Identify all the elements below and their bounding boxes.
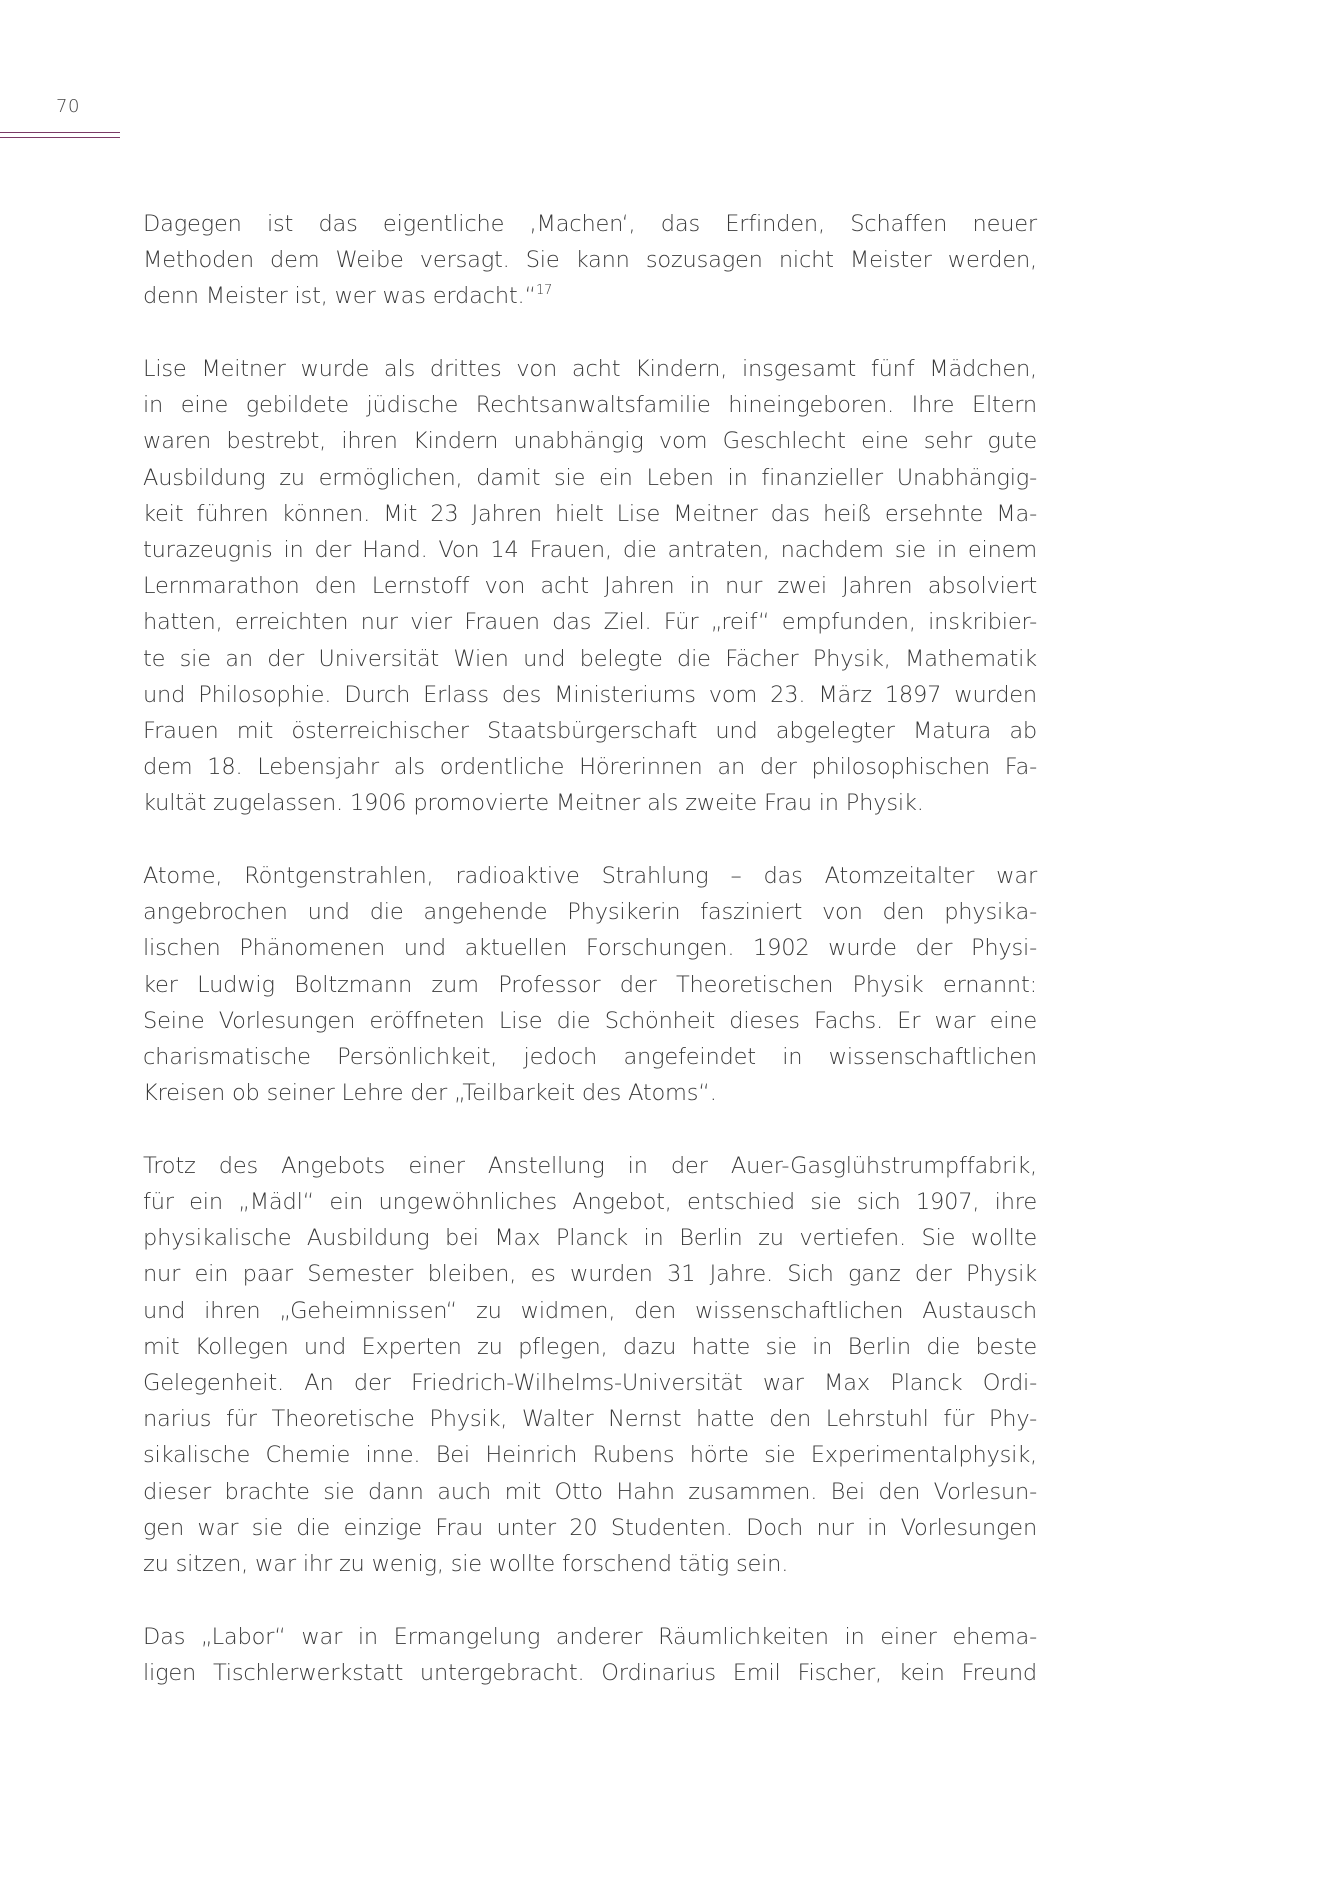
text-line: angebrochen und die angehende Physikerin fasziniert von den physika- <box>143 899 1037 926</box>
text-line: dem 18. Lebensjahr als ordentliche Hörerinnen an der philosophischen Fa- <box>143 754 1037 781</box>
text-line: waren bestrebt, ihren Kindern unabhängig vom Geschlecht eine sehr gute <box>143 428 1037 455</box>
text-line: lischen Phänomenen und aktuellen Forschungen. 1902 wurde der Physi- <box>143 935 1037 962</box>
text-line: keit führen können. Mit 23 Jahren hielt Lise Meitner das heiß ersehnte Ma- <box>143 500 1037 527</box>
text-line-with-footnote <box>143 278 1037 314</box>
text-line: und ihren „Geheimnissen“ zu widmen, den wissenschaftlichen Austausch <box>143 1297 1037 1324</box>
text-line: dieser brachte sie dann auch mit Otto Hahn zusammen. Bei den Vorlesun- <box>143 1478 1037 1505</box>
text-line: denn Meister ist, wer was erdacht.“ <box>143 283 536 310</box>
text-line: charismatische Persönlichkeit, jedoch angefeindet in wissenschaftlichen <box>143 1043 1037 1070</box>
text-line: Frauen mit österreichischer Staatsbürgerschaft und abgelegter Matura ab <box>143 717 1037 744</box>
footnote-marker: 17 <box>535 283 553 299</box>
header-rule-top <box>0 132 120 133</box>
paragraph-atomic-age <box>143 858 1037 1111</box>
text-line: gen war sie die einzige Frau unter 20 Studenten. Doch nur in Vorlesungen <box>143 1514 1037 1541</box>
text-line: Lise Meitner wurde als drittes von acht Kindern, insgesamt fünf Mädchen, <box>143 356 1037 383</box>
text-line: Ausbildung zu ermöglichen, damit sie ein Leben in finanzieller Unabhängig- <box>143 464 1037 491</box>
text-line: Kreisen ob seiner Lehre der „Teilbarkeit des Atoms“. <box>143 1080 717 1107</box>
text-line: te sie an der Universität Wien und belegte die Fächer Physik, Mathematik <box>143 645 1037 672</box>
text-line: in eine gebildete jüdische Rechtsanwaltsfamilie hineingeboren. Ihre Eltern <box>143 392 1037 419</box>
text-line: Das „Labor“ war in Ermangelung anderer Räumlichkeiten in einer ehema- <box>143 1623 1037 1650</box>
paragraph-laboratory <box>143 1619 1037 1691</box>
text-line: für ein „Mädl“ ein ungewöhnliches Angebot, entschied sie sich 1907, ihre <box>143 1189 1037 1215</box>
paragraph-childhood <box>143 351 1037 821</box>
text-line: Lernmarathon den Lernstoff von acht Jahren in nur zwei Jahren absolviert <box>143 573 1037 600</box>
text-line: zu sitzen, war ihr zu wenig, sie wollte forschend tätig sein. <box>143 1550 789 1577</box>
text-line: hatten, erreichten nur vier Frauen das Ziel. Für „reif“ empfunden, inskribier- <box>143 609 1037 636</box>
text-line: nur ein paar Semester bleiben, es wurden 31 Jahre. Sich ganz der Physik <box>143 1261 1037 1288</box>
text-line: turazeugnis in der Hand. Von 14 Frauen, die antraten, nachdem sie in einem <box>143 537 1037 563</box>
text-line: Trotz des Angebots einer Anstellung in der Auer-Gasglühstrumpffabrik, <box>143 1152 1037 1179</box>
text-line: mit Kollegen und Experten zu pflegen, dazu hatte sie in Berlin die beste <box>143 1333 1037 1360</box>
text-line: Seine Vorlesungen eröffneten Lise die Schönheit dieses Fachs. Er war eine <box>143 1007 1037 1034</box>
text-line: physikalische Ausbildung bei Max Planck in Berlin zu vertiefen. Sie wollte <box>143 1225 1037 1252</box>
paragraph-berlin <box>143 1148 1037 1582</box>
text-line: ligen Tischlerwerkstatt untergebracht. Ordinarius Emil Fischer, kein Freund <box>143 1659 1037 1686</box>
text-line: Dagegen ist das eigentliche ‚Machen‘, das Erfinden, Schaffen neuer <box>143 211 1037 237</box>
page-number: 70 <box>56 96 80 117</box>
text-line: ker Ludwig Boltzmann zum Professor der Theoretischen Physik ernannt: <box>143 971 1037 998</box>
text-line: sikalische Chemie inne. Bei Heinrich Rubens hörte sie Experimentalphysik, <box>143 1442 1037 1469</box>
text-line: Gelegenheit. An der Friedrich-Wilhelms-Universität war Max Planck Ordi- <box>143 1369 1037 1396</box>
header-rule-bottom <box>0 137 120 138</box>
text-line: Methoden dem Weibe versagt. Sie kann sozusagen nicht Meister werden, <box>143 247 1037 274</box>
text-body <box>143 206 1037 1727</box>
text-line: Atome, Röntgenstrahlen, radioaktive Strahlung – das Atomzeitalter war <box>143 863 1037 889</box>
paragraph-quote-end <box>143 206 1037 315</box>
text-line: und Philosophie. Durch Erlass des Ministeriums vom 23. März 1897 wurden <box>143 681 1037 708</box>
text-line: narius für Theoretische Physik, Walter Nernst hatte den Lehrstuhl für Phy- <box>143 1406 1037 1433</box>
text-line: kultät zugelassen. 1906 promovierte Meitner als zweite Frau in Physik. <box>143 790 924 817</box>
